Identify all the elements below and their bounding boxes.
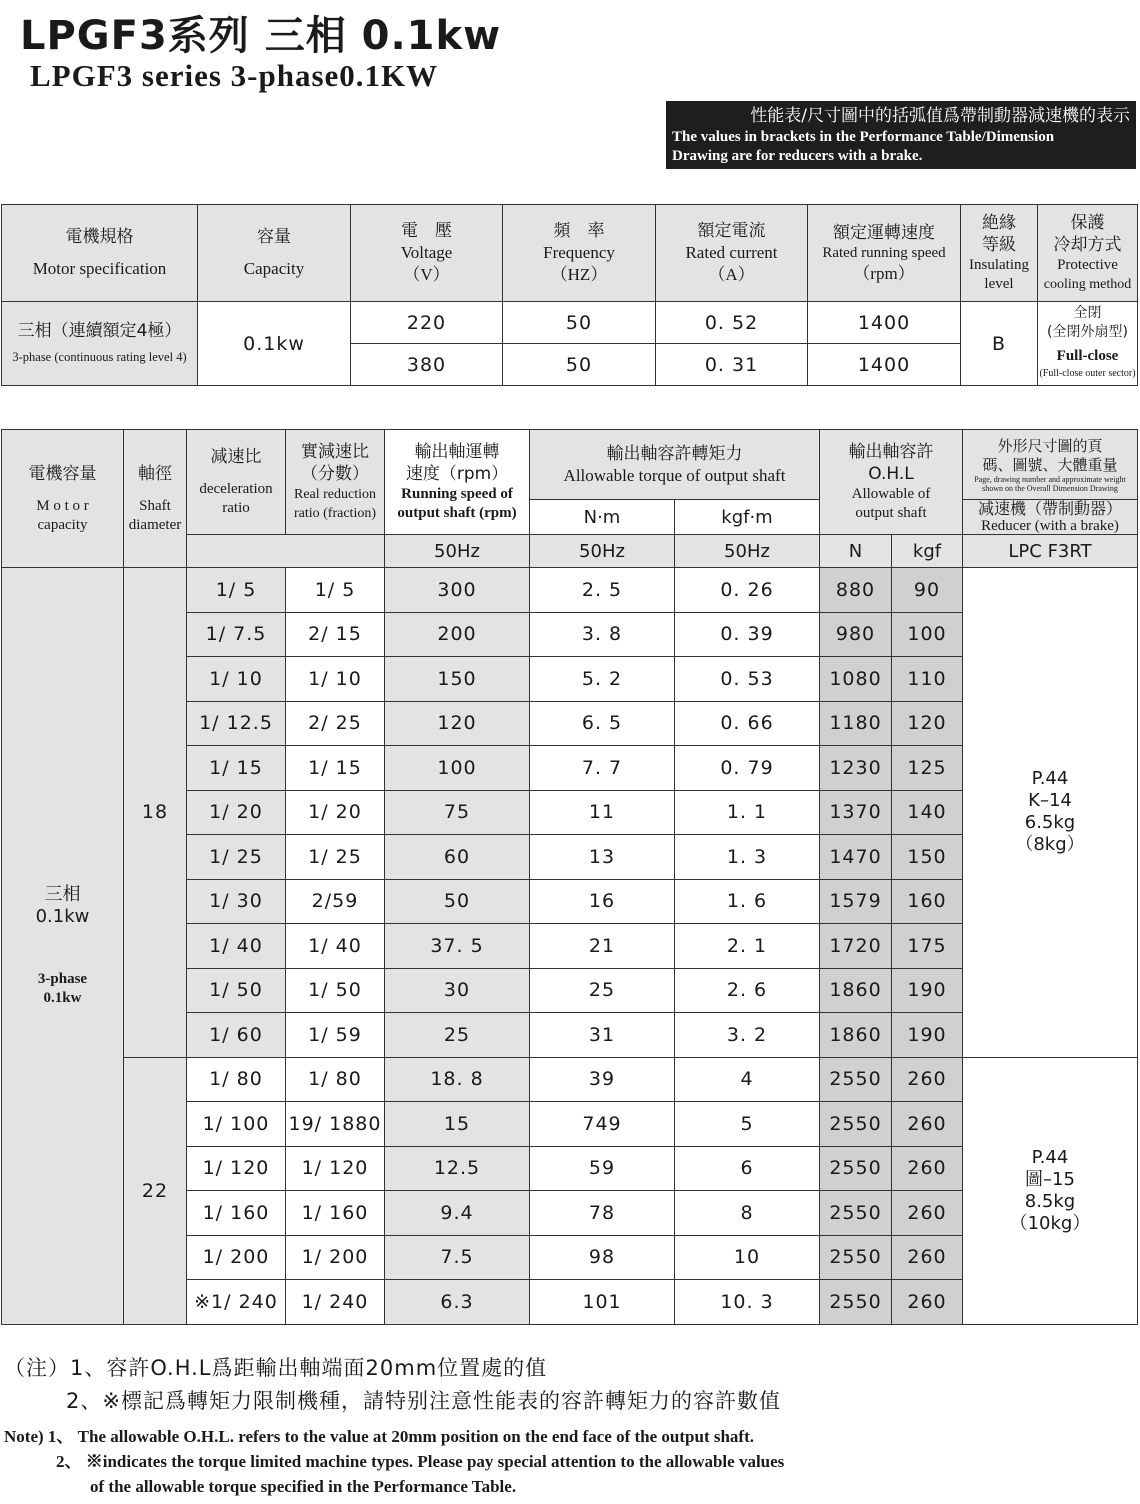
real-ratio: 2/ 25 (286, 701, 385, 746)
ohl-n: 1470 (820, 835, 892, 880)
ohl-n: 1080 (820, 657, 892, 702)
header-real-ratio: 實減速比 （分數） Real reduction ratio (fraction) (286, 430, 385, 535)
deceleration-ratio: 1/ 30 (187, 879, 286, 924)
torque-kgfm: 10 (675, 1235, 820, 1280)
deceleration-ratio: 1/ 40 (187, 924, 286, 969)
header-running-speed: 輸出軸運轉 速度（rpm） Running speed of output shaft (rpm) (385, 430, 530, 535)
ohl-kgf: 260 (892, 1102, 963, 1147)
real-ratio: 2/59 (286, 879, 385, 924)
real-ratio: 1/ 50 (286, 968, 385, 1013)
header-motor-spec: 電機規格 Motor specification (2, 205, 198, 302)
deceleration-ratio: 1/ 25 (187, 835, 286, 880)
table-row (2, 568, 1138, 613)
motor-spec-value: 三相（連續額定4極） 3-phase (continuous rating level 4) (2, 302, 198, 386)
header-motor-capacity: 電機容量 M o t o r capacity (2, 430, 124, 568)
perf-table-body (2, 568, 1138, 1325)
torque-kgfm: 2. 6 (675, 968, 820, 1013)
ohl-kgf: 260 (892, 1146, 963, 1191)
header-cooling: 保護 冷却方式 Protective cooling method (1038, 205, 1138, 302)
real-ratio: 1/ 240 (286, 1280, 385, 1325)
current-value: 0. 52 (656, 302, 808, 344)
torque-nm: 13 (530, 835, 675, 880)
torque-nm: 2. 5 (530, 568, 675, 613)
header-rated-speed: 額定運轉速度 Rated running speed （rpm） (808, 205, 961, 302)
deceleration-ratio: 1/ 100 (187, 1102, 286, 1147)
running-speed: 18. 8 (385, 1057, 530, 1102)
header-allowable-torque: 輸出軸容許轉矩力 Allowable torque of output shaft (530, 430, 820, 500)
real-ratio: 1/ 40 (286, 924, 385, 969)
torque-kgfm: 1. 6 (675, 879, 820, 924)
torque-kgfm: 2. 1 (675, 924, 820, 969)
header-blank (187, 535, 385, 568)
motor-capacity-value: 三相 0.1kw 3-phase 0.1kw (2, 568, 124, 1325)
page-title-en: LPGF3 series 3-phase0.1KW (30, 58, 439, 93)
header-deceleration-ratio: 减速比 deceleration ratio (187, 430, 286, 535)
torque-kgfm: 0. 66 (675, 701, 820, 746)
ohl-kgf: 120 (892, 701, 963, 746)
footnotes (4, 1352, 784, 1499)
ohl-n: 2550 (820, 1191, 892, 1236)
real-ratio: 1/ 10 (286, 657, 385, 702)
real-ratio: 2/ 15 (286, 612, 385, 657)
torque-nm: 7. 7 (530, 746, 675, 791)
ohl-n: 1860 (820, 1013, 892, 1058)
header-ohl-unit-kgf: kgf (892, 535, 963, 568)
dimension-ref-18: P.44 K–14 6.5kg （8kg） (963, 568, 1138, 1058)
note-en-1: Note) 1、 The allowable O.H.L. refers to the value at 20mm position on the end face of the output shaft. (4, 1427, 755, 1446)
torque-kgfm: 4 (675, 1057, 820, 1102)
deceleration-ratio: 1/ 20 (187, 790, 286, 835)
ohl-n: 1860 (820, 968, 892, 1013)
ohl-n: 2550 (820, 1057, 892, 1102)
real-ratio: 1/ 59 (286, 1013, 385, 1058)
torque-nm: 5. 2 (530, 657, 675, 702)
speed-value: 1400 (808, 302, 961, 344)
notice-en-line1: The values in brackets in the Performance Table/Dimension (672, 129, 1055, 145)
ohl-kgf: 175 (892, 924, 963, 969)
running-speed: 9.4 (385, 1191, 530, 1236)
deceleration-ratio: 1/ 7.5 (187, 612, 286, 657)
deceleration-ratio: 1/ 5 (187, 568, 286, 613)
header-model: LPC F3RT (963, 535, 1138, 568)
running-speed: 25 (385, 1013, 530, 1058)
ohl-kgf: 260 (892, 1191, 963, 1236)
ohl-kgf: 260 (892, 1057, 963, 1102)
real-ratio: 19/ 1880 (286, 1102, 385, 1147)
shaft-diameter-value: 22 (124, 1057, 187, 1324)
deceleration-ratio: 1/ 50 (187, 968, 286, 1013)
dimension-ref-22: P.44 圖–15 8.5kg （10kg） (963, 1057, 1138, 1324)
torque-kgfm: 0. 26 (675, 568, 820, 613)
ohl-n: 1370 (820, 790, 892, 835)
ohl-n: 2550 (820, 1280, 892, 1325)
torque-kgfm: 10. 3 (675, 1280, 820, 1325)
ohl-kgf: 260 (892, 1235, 963, 1280)
running-speed: 60 (385, 835, 530, 880)
header-frequency: 頻 率 Frequency （HZ） (503, 205, 656, 302)
ohl-n: 1180 (820, 701, 892, 746)
real-ratio: 1/ 5 (286, 568, 385, 613)
running-speed: 150 (385, 657, 530, 702)
running-speed: 75 (385, 790, 530, 835)
speed-value: 1400 (808, 344, 961, 386)
running-speed: 100 (385, 746, 530, 791)
table-row (2, 1057, 1138, 1102)
real-ratio: 1/ 200 (286, 1235, 385, 1280)
running-speed: 6.3 (385, 1280, 530, 1325)
deceleration-ratio: 1/ 10 (187, 657, 286, 702)
header-hz-kgfm: 50Hz (675, 535, 820, 568)
torque-kgfm: 0. 53 (675, 657, 820, 702)
header-ohl: 輸出軸容許 O.H.L Allowable of output shaft (820, 430, 963, 535)
torque-nm: 98 (530, 1235, 675, 1280)
deceleration-ratio: 1/ 60 (187, 1013, 286, 1058)
cooling-value: 全閉 (全閉外扇型) Full-close (Full-close outer sector) (1038, 302, 1138, 386)
deceleration-ratio: 1/ 200 (187, 1235, 286, 1280)
header-ohl-unit-n: N (820, 535, 892, 568)
ohl-n: 2550 (820, 1235, 892, 1280)
ohl-n: 1579 (820, 879, 892, 924)
real-ratio: 1/ 25 (286, 835, 385, 880)
torque-nm: 59 (530, 1146, 675, 1191)
ohl-n: 1720 (820, 924, 892, 969)
ohl-kgf: 260 (892, 1280, 963, 1325)
running-speed: 12.5 (385, 1146, 530, 1191)
ohl-kgf: 100 (892, 612, 963, 657)
torque-nm: 78 (530, 1191, 675, 1236)
motor-spec-table (1, 204, 1138, 386)
capacity-value: 0.1kw (198, 302, 351, 386)
running-speed: 7.5 (385, 1235, 530, 1280)
note-en-2: 2、 ※indicates the torque limited machine types. Please pay special attention to the allowable values (56, 1452, 785, 1471)
spec-row (2, 302, 1138, 344)
frequency-value: 50 (503, 302, 656, 344)
running-speed: 30 (385, 968, 530, 1013)
torque-nm: 101 (530, 1280, 675, 1325)
torque-nm: 31 (530, 1013, 675, 1058)
ohl-kgf: 160 (892, 879, 963, 924)
torque-nm: 11 (530, 790, 675, 835)
notice-cn: 性能表/尺寸圖中的括弧值爲帶制動器減速機的表示 (750, 106, 1130, 126)
torque-nm: 6. 5 (530, 701, 675, 746)
running-speed: 300 (385, 568, 530, 613)
deceleration-ratio: 1/ 15 (187, 746, 286, 791)
torque-kgfm: 3. 2 (675, 1013, 820, 1058)
deceleration-ratio: 1/ 120 (187, 1146, 286, 1191)
torque-kgfm: 8 (675, 1191, 820, 1236)
ohl-n: 2550 (820, 1102, 892, 1147)
torque-kgfm: 0. 39 (675, 612, 820, 657)
note-cn-1: （注）1、容許O.H.L爲距輸出軸端面20mm位置處的值 (4, 1356, 548, 1380)
header-hz-nm: 50Hz (530, 535, 675, 568)
page-title-cn: LPGF3系列 三相 0.1kw (20, 13, 502, 59)
performance-table (1, 429, 1138, 1325)
header-insulation: 絶緣 等級 Insulating level (961, 205, 1038, 302)
running-speed: 120 (385, 701, 530, 746)
deceleration-ratio: 1/ 12.5 (187, 701, 286, 746)
torque-nm: 39 (530, 1057, 675, 1102)
voltage-value: 220 (351, 302, 503, 344)
torque-kgfm: 5 (675, 1102, 820, 1147)
header-capacity: 容量 Capacity (198, 205, 351, 302)
torque-kgfm: 6 (675, 1146, 820, 1191)
ohl-kgf: 125 (892, 746, 963, 791)
torque-kgfm: 1. 3 (675, 835, 820, 880)
ohl-n: 1230 (820, 746, 892, 791)
running-speed: 15 (385, 1102, 530, 1147)
torque-nm: 21 (530, 924, 675, 969)
ohl-kgf: 190 (892, 968, 963, 1013)
torque-nm: 3. 8 (530, 612, 675, 657)
header-torque-unit-nm: N·m (530, 500, 675, 535)
voltage-value: 380 (351, 344, 503, 386)
ohl-n: 2550 (820, 1146, 892, 1191)
torque-kgfm: 0. 79 (675, 746, 820, 791)
shaft-diameter-value: 18 (124, 568, 187, 1058)
torque-nm: 749 (530, 1102, 675, 1147)
header-shaft-diameter: 軸徑 Shaft diameter (124, 430, 187, 568)
ohl-n: 980 (820, 612, 892, 657)
running-speed: 37. 5 (385, 924, 530, 969)
real-ratio: 1/ 160 (286, 1191, 385, 1236)
bracket-notice-box (666, 101, 1136, 169)
header-rated-current: 額定電流 Rated current （A） (656, 205, 808, 302)
header-hz-speed: 50Hz (385, 535, 530, 568)
frequency-value: 50 (503, 344, 656, 386)
header-dimension-info: 外形尺寸圖的頁 碼、圖號、大體重量 Page, drawing number and approximate weight shown on the Overall Dimension Drawing (963, 430, 1138, 500)
spec-header-row (2, 205, 1138, 302)
note-cn-2: 2、※標記爲轉矩力限制機種，請特别注意性能表的容許轉矩力的容許數值 (66, 1389, 781, 1413)
real-ratio: 1/ 80 (286, 1057, 385, 1102)
real-ratio: 1/ 15 (286, 746, 385, 791)
notice-en-line2: Drawing are for reducers with a brake. (672, 148, 923, 164)
header-torque-unit-kgfm: kgf·m (675, 500, 820, 535)
running-speed: 200 (385, 612, 530, 657)
real-ratio: 1/ 20 (286, 790, 385, 835)
ohl-kgf: 150 (892, 835, 963, 880)
running-speed: 50 (385, 879, 530, 924)
real-ratio: 1/ 120 (286, 1146, 385, 1191)
ohl-kgf: 190 (892, 1013, 963, 1058)
torque-nm: 16 (530, 879, 675, 924)
perf-header-row (2, 430, 1138, 500)
deceleration-ratio: 1/ 160 (187, 1191, 286, 1236)
deceleration-ratio: ※1/ 240 (187, 1280, 286, 1325)
header-voltage: 電 壓 Voltage （V） (351, 205, 503, 302)
ohl-kgf: 140 (892, 790, 963, 835)
ohl-n: 880 (820, 568, 892, 613)
torque-kgfm: 1. 1 (675, 790, 820, 835)
ohl-kgf: 90 (892, 568, 963, 613)
ohl-kgf: 110 (892, 657, 963, 702)
deceleration-ratio: 1/ 80 (187, 1057, 286, 1102)
note-en-3: of the allowable torque specified in the Performance Table. (90, 1477, 517, 1496)
insulation-value: B (961, 302, 1038, 386)
header-reducer: 减速機（帶制動器） Reducer (with a brake) (963, 500, 1138, 535)
torque-nm: 25 (530, 968, 675, 1013)
current-value: 0. 31 (656, 344, 808, 386)
